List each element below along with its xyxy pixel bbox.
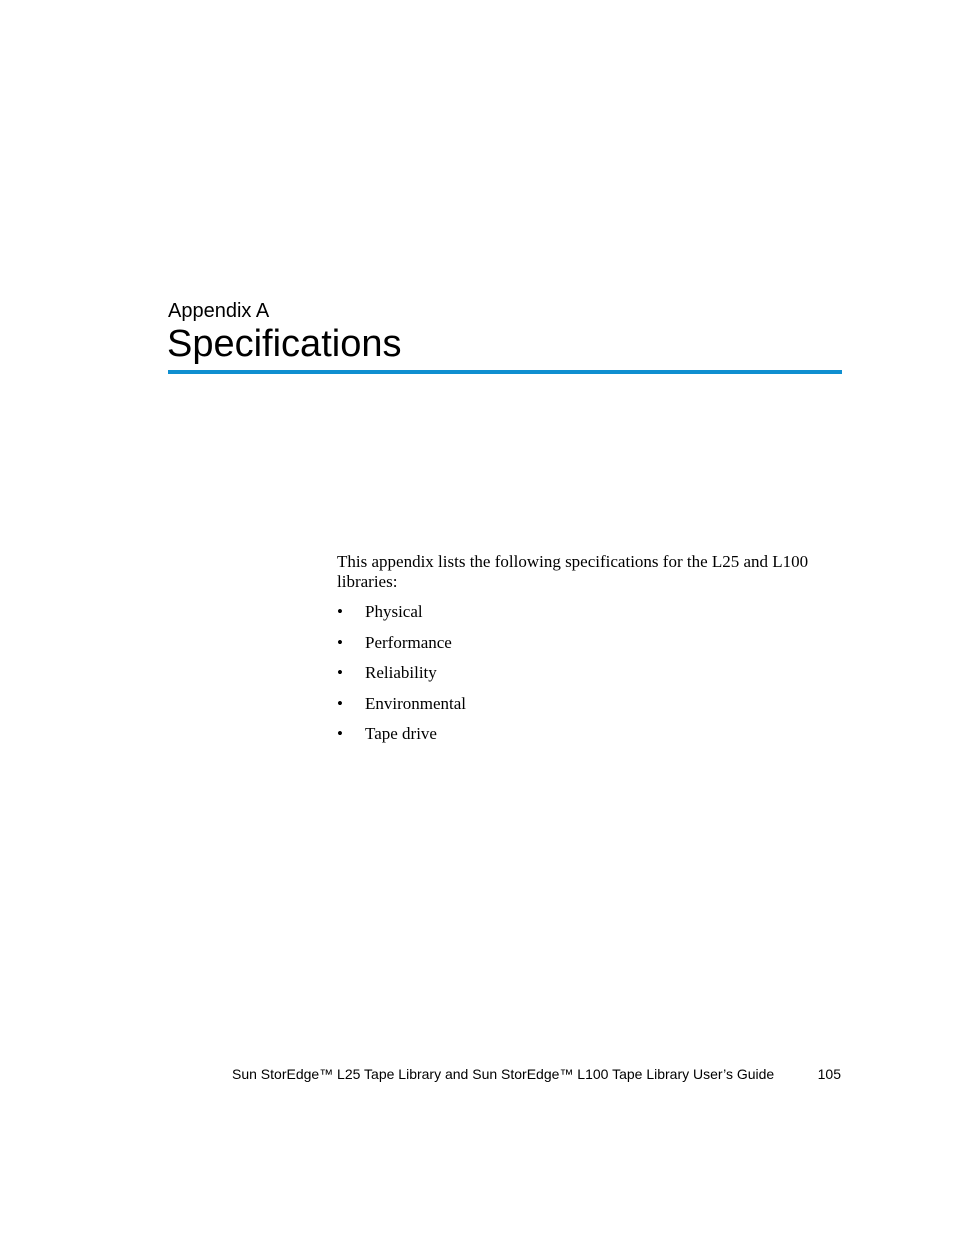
bullet-icon: • <box>337 632 343 652</box>
list-item <box>337 724 842 755</box>
list-item-label: Physical <box>365 602 423 621</box>
appendix-label: Appendix A <box>168 300 270 322</box>
list-item-label: Reliability <box>365 663 437 682</box>
list-item-label: Tape drive <box>365 724 437 743</box>
chapter-title: Specifications <box>167 323 402 365</box>
list-item-label: Environmental <box>365 693 467 713</box>
bullet-icon: • <box>337 602 343 621</box>
list-item <box>337 633 842 664</box>
body-content <box>337 552 842 755</box>
list-item-label: Performance <box>365 632 452 652</box>
intro-paragraph: This appendix lists the following specifications for the L25 and L100 libraries: <box>337 552 809 591</box>
spec-list <box>337 602 842 755</box>
title-divider <box>168 370 842 374</box>
page-number: 105 <box>817 1066 841 1082</box>
bullet-icon: • <box>337 724 343 743</box>
bullet-icon: • <box>337 693 343 713</box>
list-item <box>337 602 842 633</box>
footer-document-title: Sun StorEdge™ L25 Tape Library and Sun StorEdge™ L100 Tape Library User’s Guide <box>232 1066 775 1082</box>
list-item <box>337 663 842 694</box>
list-item <box>337 694 842 725</box>
bullet-icon: • <box>337 663 343 682</box>
